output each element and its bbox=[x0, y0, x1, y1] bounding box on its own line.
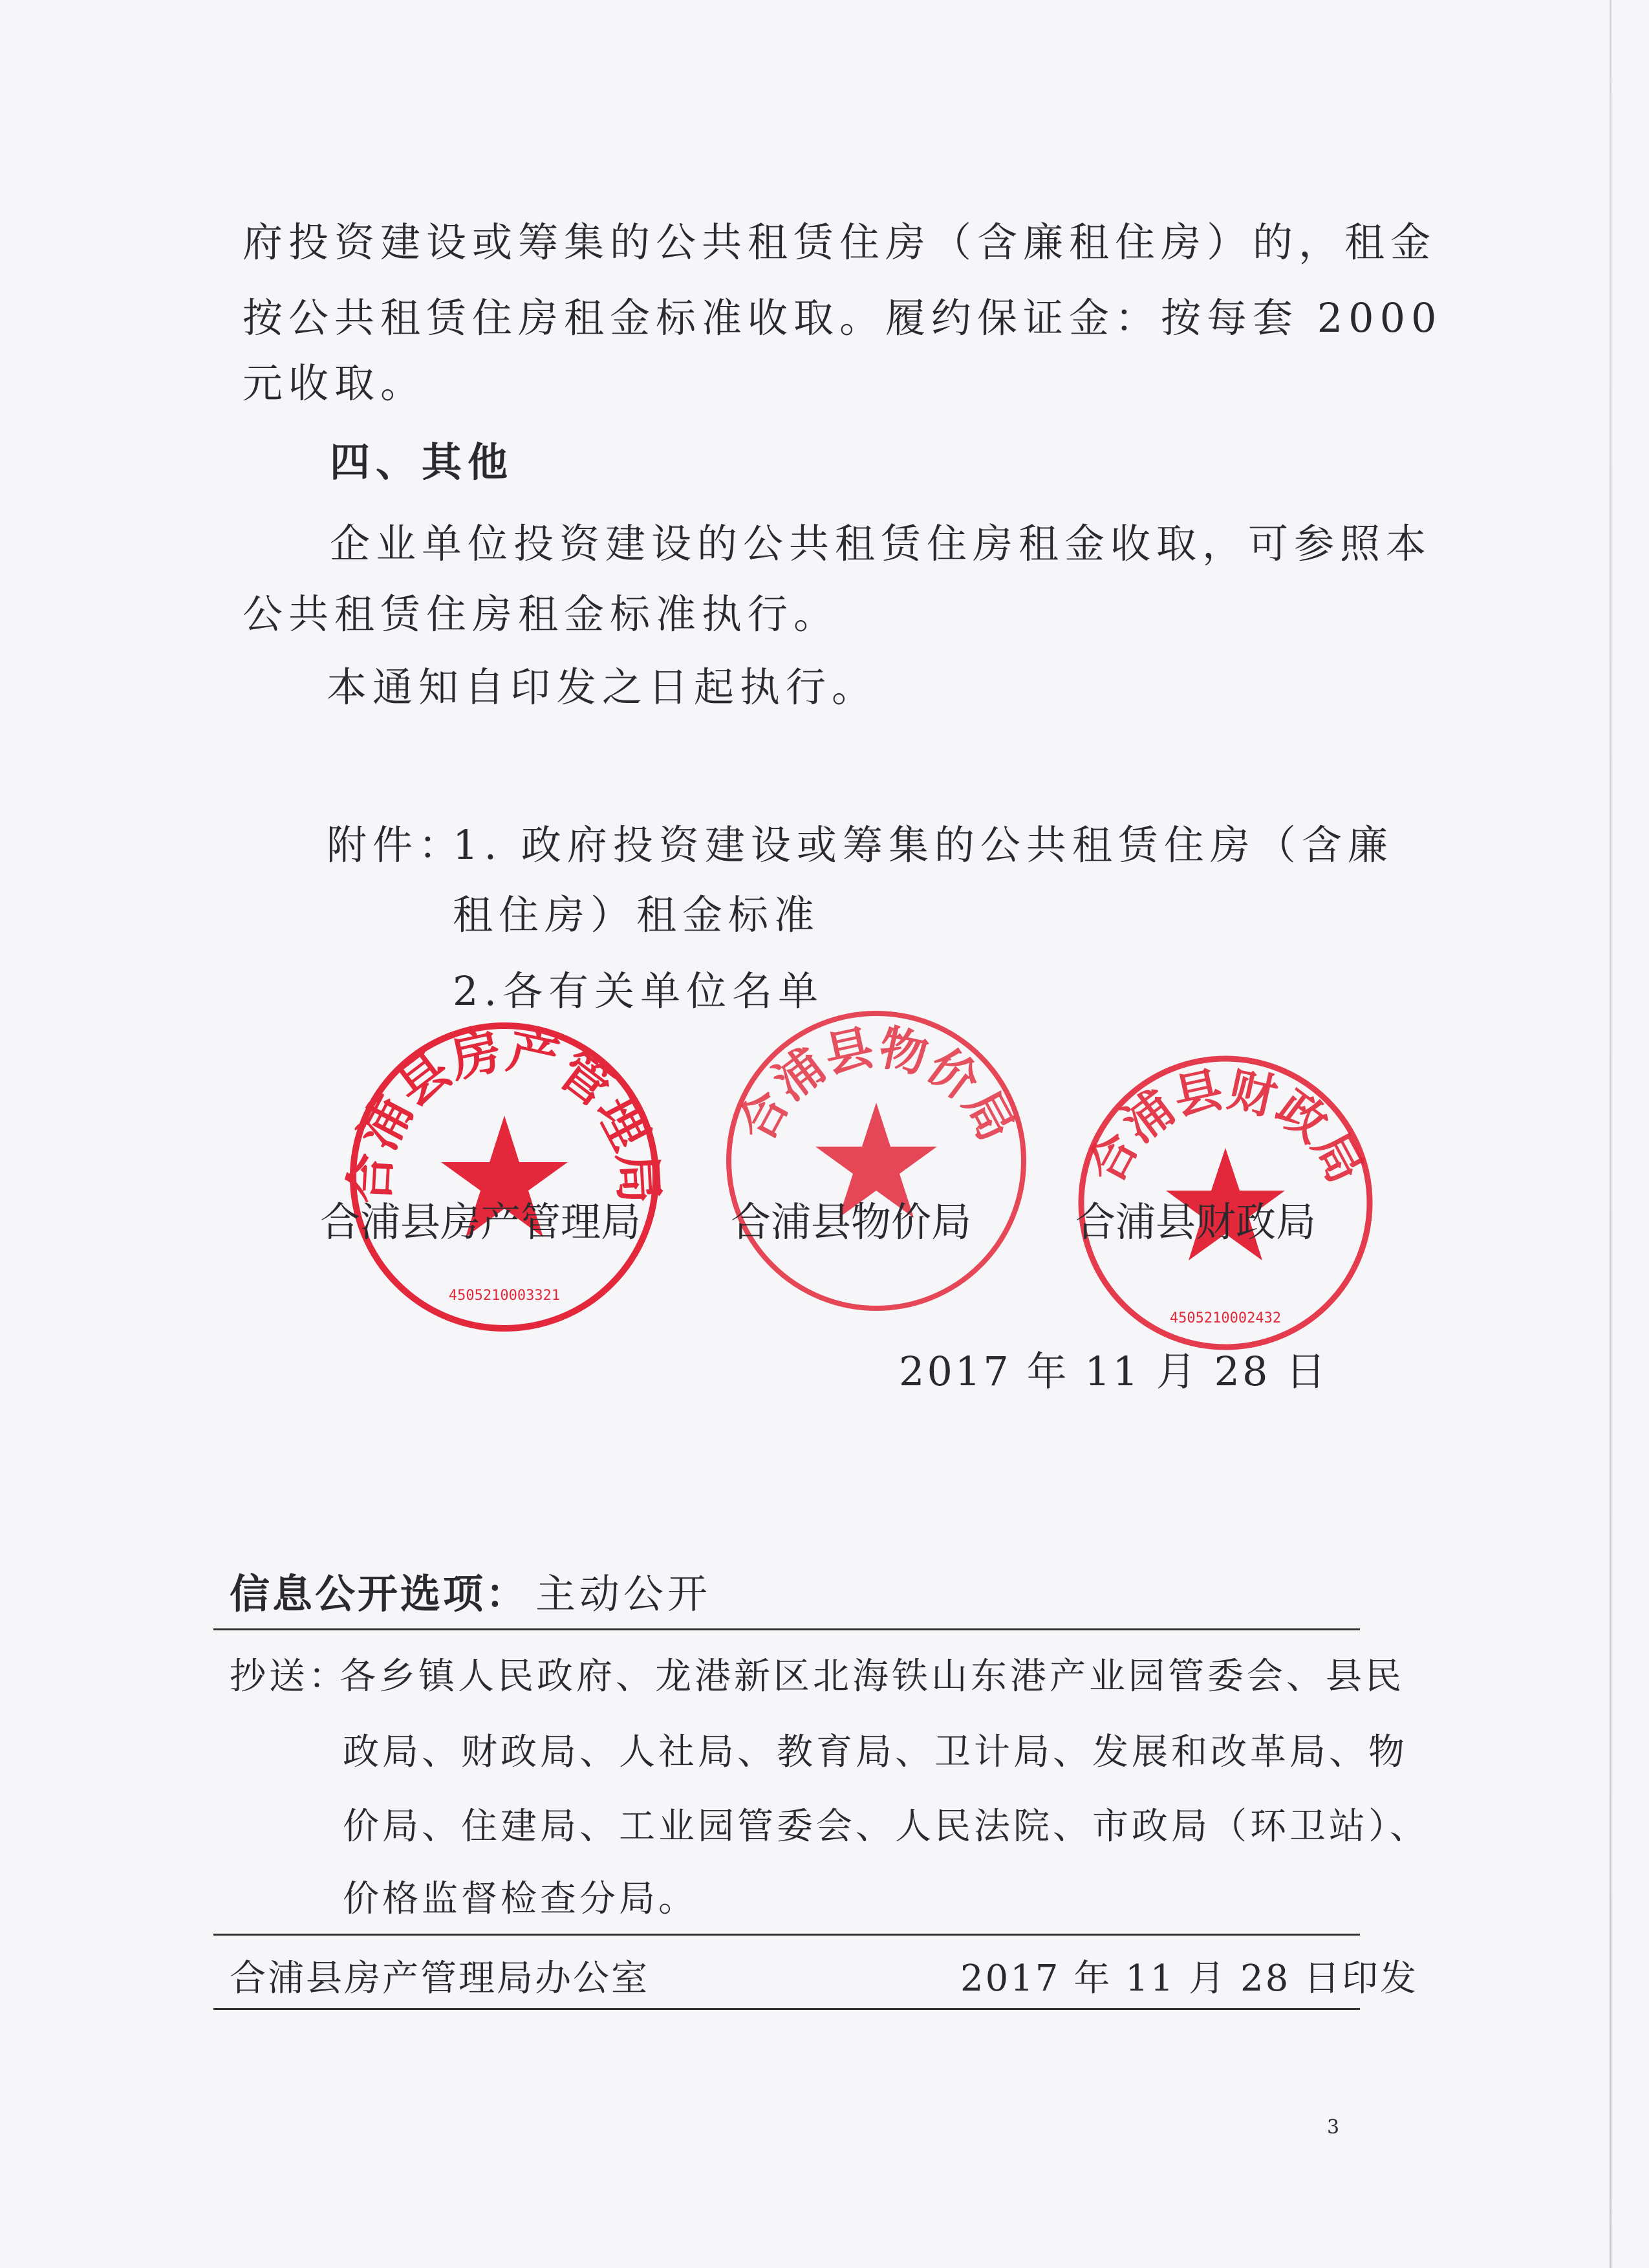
footer-office: 合浦县房产管理局办公室 bbox=[230, 1958, 649, 2000]
cc-line-4: 价格监督检查分局。 bbox=[343, 1878, 698, 1920]
cc-line-1: 各乡镇人民政府、龙港新区北海铁山东港产业园管委会、县民 bbox=[339, 1656, 1405, 1698]
cc-label: 抄送： bbox=[230, 1656, 348, 1698]
cc-line-3: 价局、住建局、工业园管委会、人民法院、市政局（环卫站）、 bbox=[343, 1806, 1429, 1848]
cc-divider bbox=[213, 1934, 1360, 1936]
seal-price-bureau bbox=[721, 1006, 1031, 1316]
attachment-item-1-line-2: 租住房）租金标准 bbox=[453, 891, 821, 938]
seal-finance-ring-text: 合浦县财政局 bbox=[1077, 1061, 1374, 1193]
body-line-2: 按公共租赁住房租金标准收取。履约保证金：按每套 2000 bbox=[242, 294, 1443, 341]
disclosure-label: 信息公开选项： bbox=[230, 1570, 529, 1617]
body-line-1: 府投资建设或筹集的公共租赁住房（含廉租住房）的，租金 bbox=[242, 219, 1437, 266]
seal-housing-bureau bbox=[341, 1019, 668, 1335]
footer-print-date: 2017 年 11 月 28 日印发 bbox=[960, 1958, 1419, 2000]
footer-divider bbox=[213, 2008, 1360, 2010]
issuer-finance-bureau: 合浦县财政局 bbox=[1075, 1198, 1317, 1246]
page-edge-shadow bbox=[1610, 0, 1611, 2268]
disclosure-value: 主动公开 bbox=[535, 1570, 712, 1617]
section-four-line-2: 公共租赁住房租金标准执行。 bbox=[242, 590, 840, 638]
attachments-label: 附件： bbox=[327, 821, 465, 869]
attachment-item-1-line-1: 1. 政府投资建设或筹集的公共租赁住房（含廉 bbox=[453, 821, 1394, 869]
section-four-line-1: 企业单位投资建设的公共租赁住房租金收取，可参照本 bbox=[330, 520, 1432, 567]
sign-date: 2017 年 11 月 28 日 bbox=[899, 1348, 1329, 1395]
issuer-housing-bureau: 合浦县房产管理局 bbox=[320, 1198, 641, 1246]
seal-housing-ring-text: 合浦县房产管理局 bbox=[341, 1021, 668, 1205]
seal-price-ring-text: 合浦县物价局 bbox=[728, 1019, 1024, 1150]
effective-notice: 本通知自印发之日起执行。 bbox=[327, 664, 878, 711]
cc-line-2: 政局、财政局、人社局、教育局、卫计局、发展和改革局、物 bbox=[343, 1731, 1408, 1773]
disclosure-divider bbox=[213, 1628, 1360, 1630]
seal-finance-code: 4505210002432 bbox=[1169, 1310, 1282, 1326]
seal-housing-code: 4505210003321 bbox=[448, 1288, 561, 1304]
body-line-3: 元收取。 bbox=[242, 360, 427, 407]
page-number: 3 bbox=[1327, 2116, 1340, 2139]
section-four-heading: 四、其他 bbox=[330, 438, 514, 486]
issuer-price-bureau: 合浦县物价局 bbox=[731, 1198, 972, 1246]
attachment-item-2: 2.各有关单位名单 bbox=[453, 967, 824, 1015]
